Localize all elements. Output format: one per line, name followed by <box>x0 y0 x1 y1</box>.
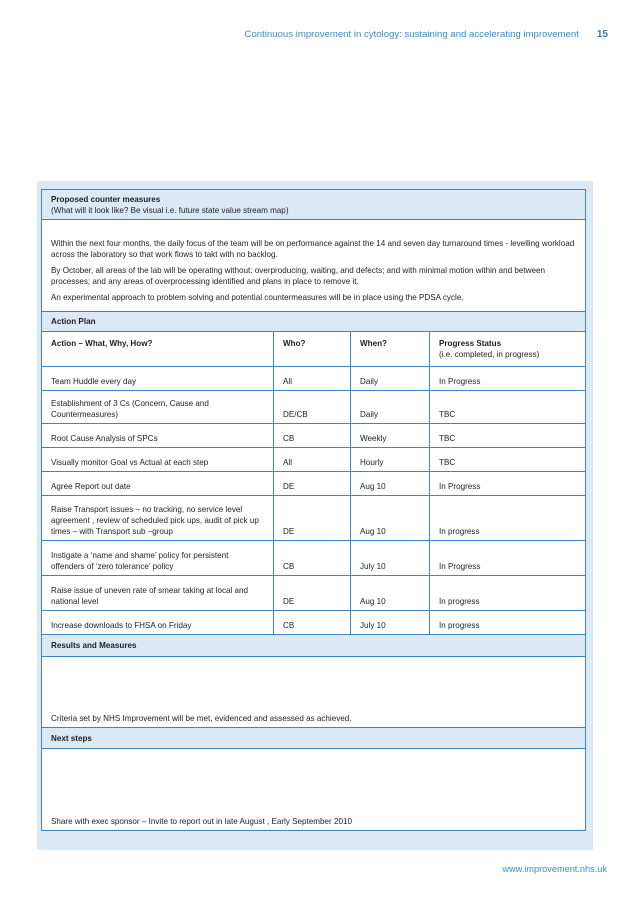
next-steps-heading: Next steps <box>42 728 586 749</box>
when-cell: Aug 10 <box>351 472 430 496</box>
who-cell: All <box>274 448 351 472</box>
action-cell: Raise issue of uneven rate of smear taking at local and national level <box>42 576 274 611</box>
status-cell: In progress <box>430 496 586 541</box>
action-cell: Visually monitor Goal vs Actual at each step <box>42 448 274 472</box>
action-plan-header-row <box>42 312 586 332</box>
next-steps-text: Share with exec sponsor – Invite to report out in late August , Early September 2010 <box>42 749 586 831</box>
results-body-row <box>42 657 586 728</box>
action-cell: Increase downloads to FHSA on Friday <box>42 611 274 635</box>
page-number: 15 <box>596 29 608 40</box>
column-header-status <box>430 332 586 367</box>
status-header-sub: (i.e. completed, in progress) <box>439 350 540 359</box>
when-cell: Aug 10 <box>351 496 430 541</box>
proposed-header-row <box>42 190 586 220</box>
action-row <box>42 448 586 472</box>
status-cell: In progress <box>430 576 586 611</box>
when-cell: July 10 <box>351 611 430 635</box>
column-header-action: Action – What, Why, How? <box>42 332 274 367</box>
status-cell: TBC <box>430 391 586 424</box>
results-header-row <box>42 635 586 657</box>
column-header-when: When? <box>351 332 430 367</box>
action-row <box>42 424 586 448</box>
results-text: Criteria set by NHS Improvement will be met, evidenced and assessed as achieved. <box>42 657 586 728</box>
page-header <box>245 29 608 40</box>
footer-url[interactable]: www.improvement.nhs.uk <box>502 864 607 874</box>
results-heading: Results and Measures <box>42 635 586 657</box>
status-cell: In Progress <box>430 541 586 576</box>
who-cell: DE/CB <box>274 391 351 424</box>
proposed-heading: Proposed counter measures <box>51 195 161 204</box>
counter-measures-table <box>41 189 586 831</box>
next-steps-header-row <box>42 728 586 749</box>
who-cell: All <box>274 367 351 391</box>
action-cell: Establishment of 3 Cs (Concern, Cause and Countermeasures) <box>42 391 274 424</box>
action-cell: Raise Transport issues – no tracking, no service level agreement , review of scheduled pick ups, audit of pick up times – with Transport sub –group <box>42 496 274 541</box>
document-title: Continuous improvement in cytology: sustaining and accelerating improvement <box>244 29 579 40</box>
action-row <box>42 472 586 496</box>
action-cell: Team Huddle every day <box>42 367 274 391</box>
status-cell: In progress <box>430 611 586 635</box>
status-cell: In Progress <box>430 472 586 496</box>
who-cell: CB <box>274 424 351 448</box>
action-plan-heading: Action Plan <box>42 312 586 332</box>
next-steps-body-row <box>42 749 586 831</box>
who-cell: DE <box>274 472 351 496</box>
when-cell: July 10 <box>351 541 430 576</box>
who-cell: DE <box>274 576 351 611</box>
when-cell: Hourly <box>351 448 430 472</box>
proposed-paragraph: Within the next four months, the daily focus of the team will be on performance against the 14 and seven day turnaround times - levelling workload across the laboratory so that work flows to takt with no backlog. <box>51 239 575 259</box>
proposed-subheading: (What will it look like? Be visual i.e. future state value stream map) <box>51 206 289 215</box>
when-cell: Weekly <box>351 424 430 448</box>
proposed-body-row <box>42 220 586 312</box>
action-cell: Instigate a ‘name and shame’ policy for persistent offenders of ‘zero tolerance’ policy <box>42 541 274 576</box>
action-plan-column-headers <box>42 332 586 367</box>
action-row <box>42 391 586 424</box>
status-cell: TBC <box>430 424 586 448</box>
proposed-paragraph: By October, all areas of the lab will be operating without: overproducing, waiting, and defects; and with minimal motion within and between processes; and any areas of overprocessing identified and plans in place to remove it. <box>51 266 545 286</box>
when-cell: Daily <box>351 367 430 391</box>
when-cell: Daily <box>351 391 430 424</box>
action-cell: Root Cause Analysis of SPCs <box>42 424 274 448</box>
who-cell: CB <box>274 541 351 576</box>
who-cell: CB <box>274 611 351 635</box>
status-cell: In Progress <box>430 367 586 391</box>
action-row <box>42 576 586 611</box>
action-row <box>42 496 586 541</box>
action-row <box>42 367 586 391</box>
when-cell: Aug 10 <box>351 576 430 611</box>
action-row <box>42 541 586 576</box>
column-header-who: Who? <box>274 332 351 367</box>
proposed-paragraph: An experimental approach to problem solving and potential countermeasures will be in place using the PDSA cycle. <box>51 293 464 302</box>
status-header-label: Progress Status <box>439 339 502 348</box>
who-cell: DE <box>274 496 351 541</box>
action-row <box>42 611 586 635</box>
status-cell: TBC <box>430 448 586 472</box>
action-cell: Agree Report out date <box>42 472 274 496</box>
